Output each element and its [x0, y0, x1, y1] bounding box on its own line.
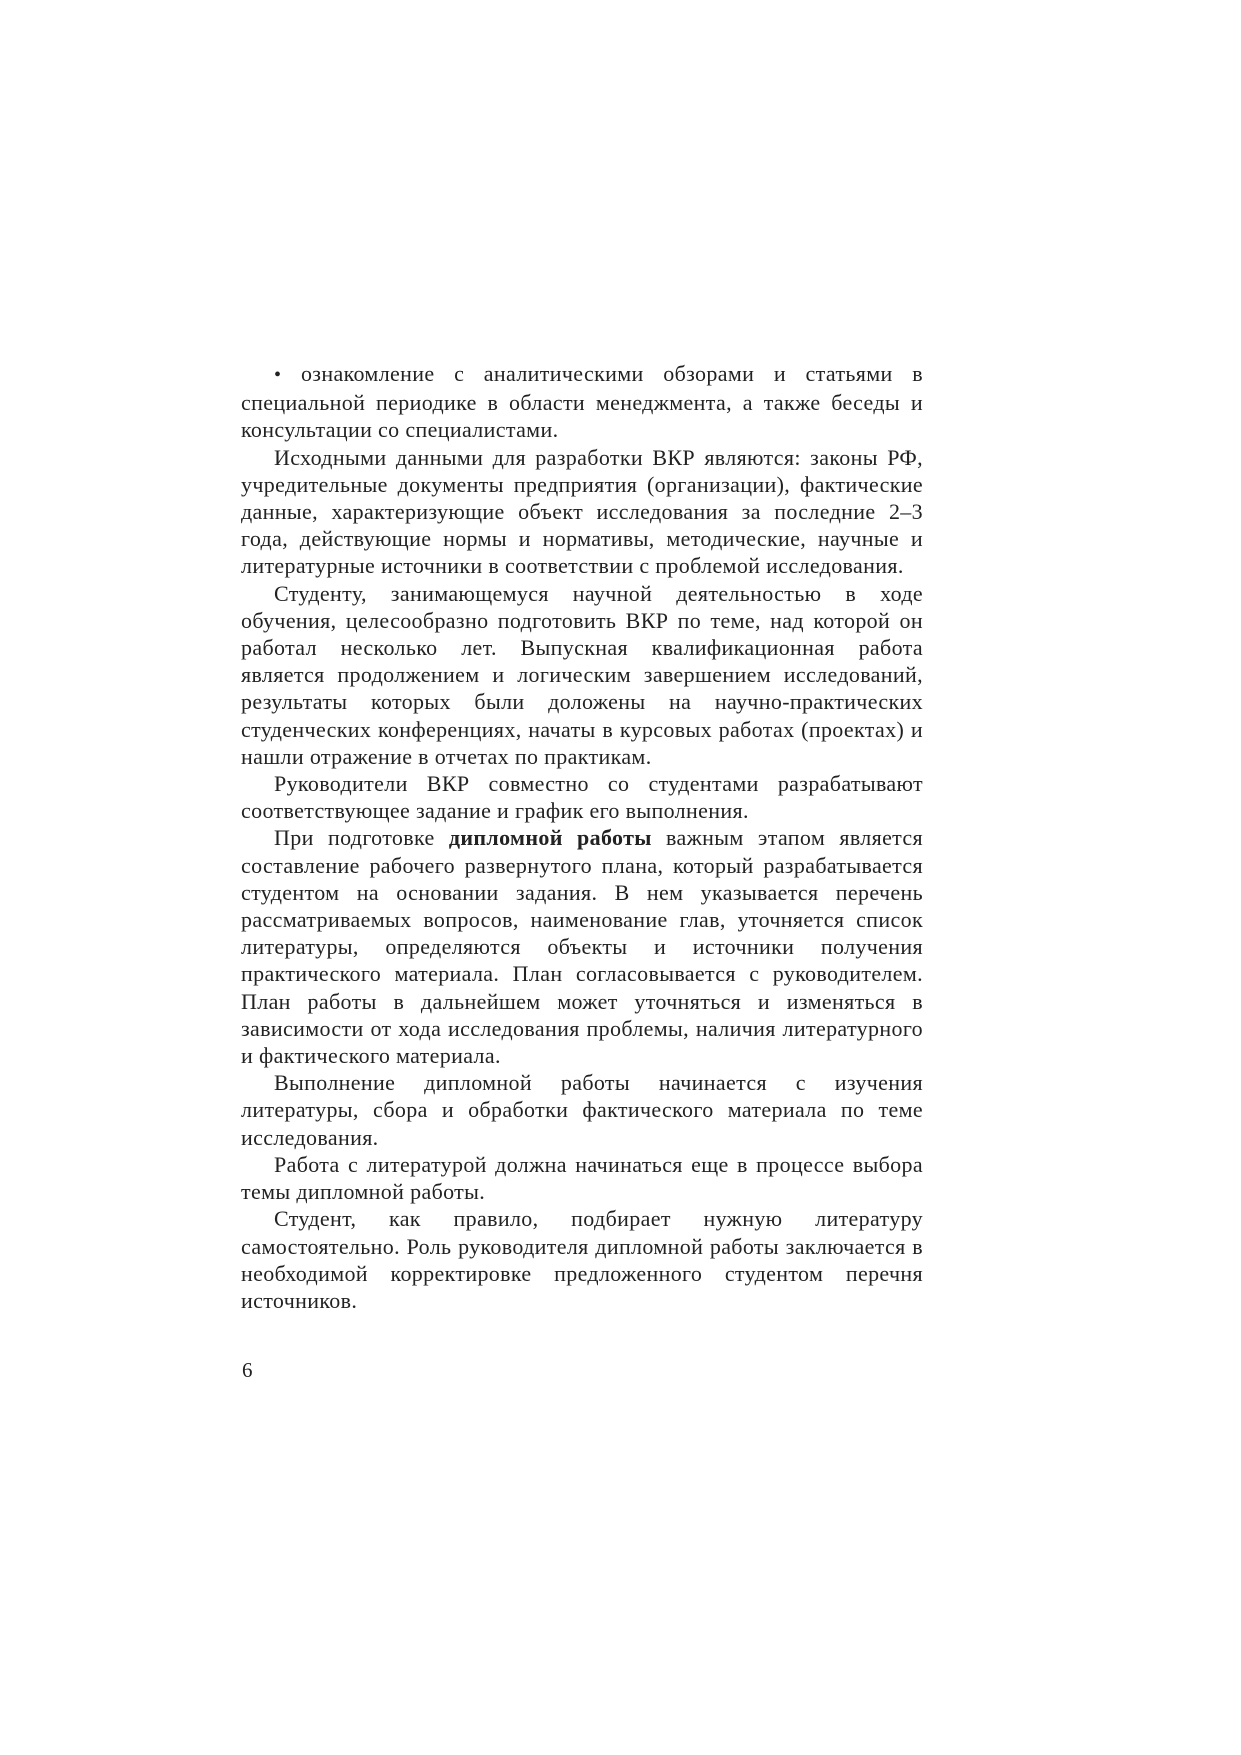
- paragraph: [241, 580, 923, 770]
- paragraph-with-emphasis: [241, 824, 923, 1069]
- paragraph: [241, 1205, 923, 1314]
- emphasized-term: дипломной работы: [448, 825, 652, 851]
- paragraph: [241, 770, 923, 824]
- page-number: 6: [242, 1358, 253, 1382]
- paragraph-text: ознакомление с аналитическими обзорами и статьями в специальной периодике в области менеджмента, а также беседы и консультации со специалистами.: [241, 361, 923, 443]
- paragraph-text: Исходными данными для разработки ВКР являются: законы РФ, учредительные документы предприятия (организации), фактические данные, характеризующие объект исследования за последние 2–3 года, действующие нормы и нормативы, методические, научные и литературные источники в соответствии с проблемой исследования.: [241, 444, 923, 579]
- paragraph-lead-text: При подготовке: [274, 825, 449, 851]
- paragraph: [241, 444, 923, 580]
- paragraph: [241, 1151, 923, 1205]
- bullet-paragraph: [241, 360, 923, 444]
- paragraph-text: Работа с литературой должна начинаться еще в процессе выбора темы дипломной работы.: [241, 1151, 923, 1205]
- paragraph-text: Выполнение дипломной работы начинается с изучения литературы, сбора и обработки фактического материала по теме исследования.: [241, 1070, 923, 1150]
- paragraph-rest-text: важным этапом является составление рабочего развернутого плана, который разрабатывается студентом на основании задания. В нем указывается перечень рассматриваемых вопросов, наименование глав, уточняется список литературы, определяются объекты и источники получения практического материала. План согласовывается с руководителем. План работы в дальнейшем может уточняться и изменяться в зависимости от хода исследования проблемы, наличия литературного и фактического материала.: [241, 825, 924, 1069]
- paragraph: [241, 1069, 923, 1151]
- paragraph-text: Студент, как правило, подбирает нужную литературу самостоятельно. Роль руководителя дипломной работы заключается в необходимой корректировке предложенного студентом перечня источников.: [241, 1206, 923, 1313]
- bullet-icon: •: [274, 364, 282, 386]
- paragraph-text: Руководители ВКР совместно со студентами разрабатывают соответствующее задание и график его выполнения.: [241, 771, 923, 824]
- paragraph-text: Студенту, занимающемуся научной деятельностью в ходе обучения, целесообразно подготовить ВКР по теме, над которой он работал несколько лет. Выпускная квалификационная работа является продолжением и логическим завершением исследований, результаты которых были доложены на научно-практических студенческих конференциях, начаты в курсовых работах (проектах) и нашли отражение в отчетах по практикам.: [241, 580, 923, 769]
- body-text: [241, 360, 923, 1314]
